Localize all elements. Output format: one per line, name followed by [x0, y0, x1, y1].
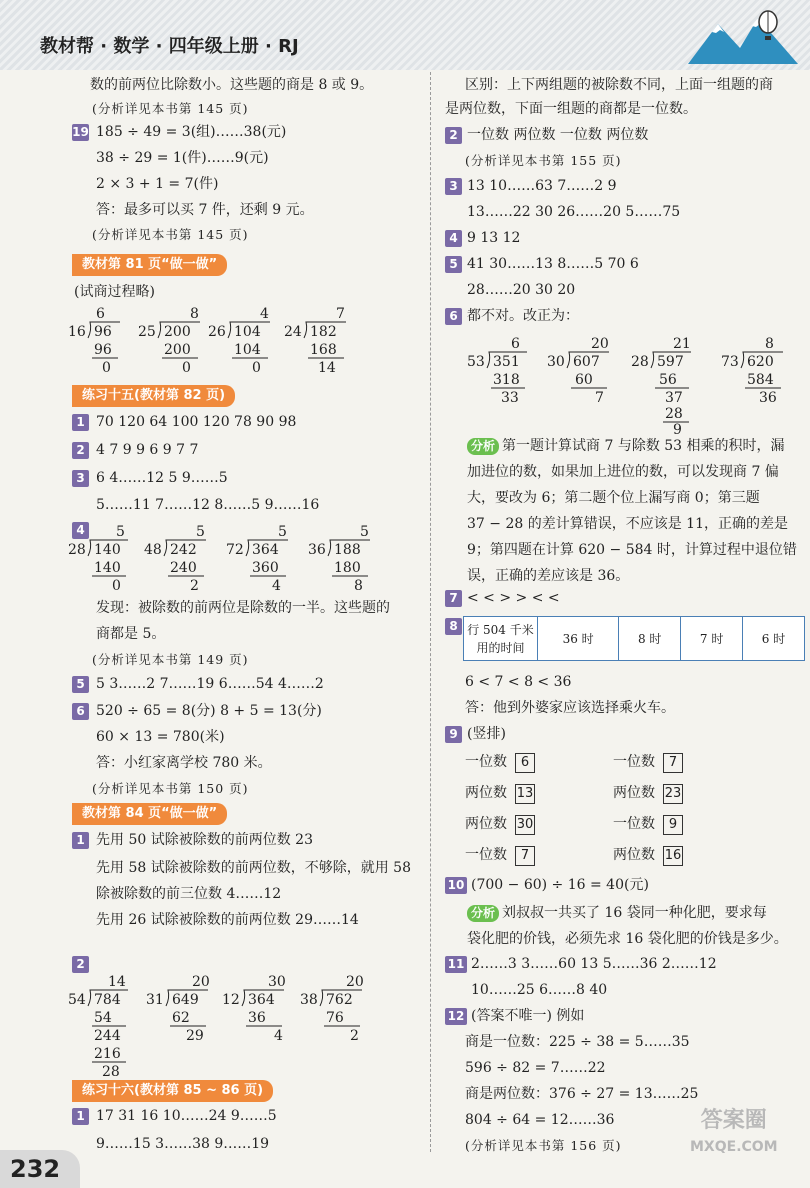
svg-text:28: 28: [68, 542, 86, 558]
long-division: [284, 306, 346, 376]
svg-text:6: 6: [96, 306, 105, 322]
svg-text:240: 240: [170, 560, 197, 576]
reference-note: (分析详见本书第 149 页): [92, 652, 249, 667]
svg-text:104: 104: [234, 342, 261, 358]
long-division: [300, 974, 364, 1044]
text-line: 13 10……63 7……2 9: [467, 178, 617, 194]
svg-text:6: 6: [511, 336, 520, 352]
svg-text:20: 20: [192, 974, 210, 990]
digit-row: 一位数 9: [613, 813, 683, 835]
digit-row: 一位数 7: [465, 844, 535, 866]
analysis-line: 袋化肥的价钱，必须先求 16 袋化肥的价钱是多少。: [467, 931, 788, 947]
text-line: < < > > < <: [467, 590, 560, 606]
text-line: 10……25 6……8 40: [471, 982, 608, 998]
svg-text:12: 12: [222, 992, 240, 1008]
svg-text:0: 0: [102, 360, 111, 376]
svg-text:784: 784: [94, 992, 121, 1008]
svg-text:37: 37: [665, 390, 683, 406]
text-line: 2 × 3 + 1 = 7(件): [96, 176, 219, 192]
text-line: 先用 50 试除被除数的前两位数 23: [96, 832, 313, 848]
svg-text:38: 38: [300, 992, 318, 1008]
svg-text:16: 16: [68, 324, 86, 340]
question-number: 4: [72, 522, 89, 539]
question-number: 9: [445, 726, 462, 743]
text-line: 一位数 两位数 一位数 两位数: [467, 127, 649, 143]
text-line: 答：他到外婆家应该选择乘火车。: [465, 700, 675, 716]
text-line: 38 ÷ 29 = 1(件)……9(元): [96, 150, 269, 166]
text-line: 除被除数的前三位数 4……12: [96, 886, 282, 902]
svg-text:72: 72: [226, 542, 244, 558]
question-number: 7: [445, 590, 462, 607]
text-line: 13……22 30 26……20 5……75: [467, 204, 681, 220]
svg-text:29: 29: [186, 1028, 204, 1044]
text-line: 2……3 3……60 13 5……36 2……12: [471, 956, 717, 972]
section-banner: 教材第 84 页“做一做”: [72, 803, 227, 825]
mountain-balloon-icon: [688, 8, 798, 64]
analysis-line: 9；第四题在计算 620 − 584 时，计算过程中退位错: [467, 542, 797, 558]
svg-text:8: 8: [354, 578, 363, 594]
svg-text:28: 28: [631, 354, 649, 370]
svg-text:20: 20: [591, 336, 609, 352]
svg-text:0: 0: [112, 578, 121, 594]
question-number: 2: [72, 956, 89, 973]
long-division-group: [68, 972, 418, 1082]
text-line: (试商过程略): [74, 284, 155, 300]
svg-text:20: 20: [346, 974, 364, 990]
reference-note: (分析详见本书第 155 页): [465, 153, 622, 168]
reference-note: (分析详见本书第 150 页): [92, 781, 249, 796]
text-line: 答：最多可以买 7 件，还剩 9 元。: [96, 202, 314, 218]
text-line: 先用 26 试除被除数的前两位数 29……14: [96, 912, 359, 928]
svg-text:140: 140: [94, 560, 121, 576]
svg-text:242: 242: [170, 542, 197, 558]
question-number: 1: [72, 1108, 89, 1125]
long-division: [138, 306, 200, 376]
reference-note: (分析详见本书第 145 页): [92, 101, 249, 116]
long-division-group: [68, 304, 418, 376]
svg-text:76: 76: [326, 1010, 344, 1026]
svg-text:200: 200: [164, 324, 191, 340]
long-division: [68, 524, 128, 594]
text-line: 发现：被除数的前两位是除数的一半。这些题的: [96, 600, 390, 616]
svg-text:2: 2: [350, 1028, 359, 1044]
digit-row: 一位数 6: [465, 751, 535, 773]
svg-text:62: 62: [172, 1010, 190, 1026]
table-cell: 36 时: [538, 617, 619, 661]
svg-text:24: 24: [284, 324, 302, 340]
text-line: 商是一位数：225 ÷ 38 = 5……35: [465, 1034, 690, 1050]
section-banner: 练习十六(教材第 85 ~ 86 页): [72, 1080, 273, 1102]
long-division: [467, 336, 527, 406]
analysis-line: 37 − 28 的差计算错误，不应该是 11，正确的差是: [467, 516, 788, 532]
column-divider: [430, 72, 431, 1152]
svg-text:30: 30: [268, 974, 286, 990]
svg-text:4: 4: [272, 578, 281, 594]
svg-text:168: 168: [310, 342, 337, 358]
svg-text:33: 33: [501, 390, 519, 406]
long-division: [68, 974, 128, 1080]
long-division: [146, 974, 210, 1044]
question-number: 5: [72, 676, 89, 693]
reference-note: (分析详见本书第 156 页): [465, 1138, 622, 1153]
question-number: 12: [445, 1008, 467, 1025]
svg-text:8: 8: [765, 336, 774, 352]
text-line: (竖排): [467, 726, 506, 742]
svg-text:364: 364: [248, 992, 275, 1008]
svg-text:216: 216: [94, 1046, 121, 1062]
svg-text:28: 28: [665, 406, 683, 422]
svg-text:4: 4: [274, 1028, 283, 1044]
svg-text:597: 597: [657, 354, 684, 370]
analysis-line: 分析 刘叔叔一共买了 16 袋同一种化肥，要求每: [467, 902, 767, 924]
text-line: 都不对。改正为：: [467, 308, 579, 324]
question-number: 5: [445, 256, 462, 273]
svg-text:351: 351: [493, 354, 520, 370]
svg-text:5: 5: [116, 524, 125, 540]
question-number: 4: [445, 230, 462, 247]
long-division: [308, 524, 370, 594]
svg-text:584: 584: [747, 372, 774, 388]
svg-text:9: 9: [673, 422, 682, 434]
text-line: 28……20 30 20: [467, 282, 576, 298]
svg-text:5: 5: [278, 524, 287, 540]
text-line: 6 < 7 < 8 < 36: [465, 674, 572, 690]
page-header: [0, 0, 810, 70]
reference-note: (分析详见本书第 145 页): [92, 227, 249, 242]
svg-text:7: 7: [336, 306, 345, 322]
text-line: 答：小红家离学校 780 米。: [96, 755, 272, 771]
long-division: [144, 524, 206, 594]
long-division: [222, 974, 286, 1044]
text-line: 是两位数，下面一组题的商都是一位数。: [445, 101, 697, 117]
page-number: 232: [0, 1150, 80, 1188]
text-line: 数的前两位比除数小。这些题的商是 8 或 9。: [90, 77, 374, 93]
question-number: 3: [72, 470, 89, 487]
svg-text:48: 48: [144, 542, 162, 558]
analysis-badge: 分析: [467, 905, 499, 922]
svg-text:140: 140: [94, 542, 121, 558]
question-number: 2: [72, 442, 89, 459]
text-line: 804 ÷ 64 = 12……36: [465, 1112, 615, 1128]
svg-text:36: 36: [308, 542, 326, 558]
svg-text:56: 56: [659, 372, 677, 388]
svg-text:96: 96: [94, 342, 112, 358]
section-banner: 练习十五(教材第 82 页): [72, 385, 235, 407]
question-number: 1: [72, 414, 89, 431]
text-line: 9 13 12: [467, 230, 521, 246]
svg-text:620: 620: [747, 354, 774, 370]
table-cell: 6 时: [743, 617, 805, 661]
text-line: 6 4……12 5 9……5: [96, 470, 228, 486]
digit-row: 两位数 13: [465, 782, 535, 804]
long-division-group: [68, 522, 418, 594]
svg-text:244: 244: [94, 1028, 121, 1044]
question-number: 6: [445, 308, 462, 325]
svg-text:318: 318: [493, 372, 520, 388]
text-line: 60 × 13 = 780(米): [96, 729, 225, 745]
svg-text:360: 360: [252, 560, 279, 576]
site-watermark: 答案圈 MXQE.COM: [690, 1108, 778, 1155]
text-line: 70 120 64 100 120 78 90 98: [96, 414, 297, 430]
text-line: 596 ÷ 82 = 7……22: [465, 1060, 606, 1076]
train-time-table: [463, 616, 805, 661]
svg-text:607: 607: [573, 354, 600, 370]
text-line: 区别：上下两组题的被除数不同，上面一组题的商: [465, 77, 773, 93]
digit-row: 两位数 23: [613, 782, 683, 804]
svg-text:649: 649: [172, 992, 199, 1008]
analysis-line: 误，正确的差应该是 36。: [467, 568, 630, 584]
svg-text:54: 54: [94, 1010, 112, 1026]
table-cell: 7 时: [681, 617, 743, 661]
svg-text:21: 21: [673, 336, 691, 352]
text-line: 520 ÷ 65 = 8(分) 8 + 5 = 13(分): [96, 703, 322, 719]
svg-text:31: 31: [146, 992, 164, 1008]
long-division: [721, 336, 783, 406]
section-banner: 教材第 81 页“做一做”: [72, 254, 227, 276]
svg-text:182: 182: [310, 324, 337, 340]
svg-text:36: 36: [759, 390, 777, 406]
svg-text:26: 26: [208, 324, 226, 340]
analysis-line: 大，要改为 6；第二题个位上漏写商 0；第三题: [467, 490, 760, 506]
analysis-badge: 分析: [467, 438, 499, 455]
svg-text:14: 14: [318, 360, 336, 376]
table-cell: 8 时: [619, 617, 681, 661]
svg-text:25: 25: [138, 324, 156, 340]
svg-text:5: 5: [360, 524, 369, 540]
svg-text:60: 60: [575, 372, 593, 388]
text-line: (700 − 60) ÷ 16 = 40(元): [471, 877, 649, 893]
long-division: [631, 336, 691, 434]
long-division: [68, 306, 120, 376]
digit-row: 一位数 7: [613, 751, 683, 773]
analysis-line: 加进位的数，如果加上进位的数，可以发现商 7 偏: [467, 464, 779, 480]
svg-text:188: 188: [334, 542, 361, 558]
long-division: [547, 336, 609, 406]
svg-text:0: 0: [252, 360, 261, 376]
svg-text:73: 73: [721, 354, 739, 370]
svg-text:28: 28: [102, 1064, 120, 1080]
question-number: 6: [72, 703, 89, 720]
svg-text:54: 54: [68, 992, 86, 1008]
digit-row: 两位数 30: [465, 813, 535, 835]
analysis-line: 分析 第一题计算试商 7 与除数 53 相乘的积时，漏: [467, 435, 785, 457]
text-line: 185 ÷ 49 = 3(组)……38(元): [96, 124, 287, 140]
text-line: 41 30……13 8……5 70 6: [467, 256, 639, 272]
question-number: 1: [72, 832, 89, 849]
svg-text:104: 104: [234, 324, 261, 340]
long-division: [226, 524, 288, 594]
question-number: 3: [445, 178, 462, 195]
text-line: 17 31 16 10……24 9……5: [96, 1108, 277, 1124]
svg-text:2: 2: [190, 578, 199, 594]
svg-text:0: 0: [182, 360, 191, 376]
table-header-cell: 行 504 千米 用的时间: [464, 617, 538, 661]
question-number: 8: [445, 618, 462, 635]
text-line: 商都是 5。: [96, 626, 166, 642]
text-line: 5 3……2 7……19 6……54 4……2: [96, 676, 324, 692]
svg-text:7: 7: [595, 390, 604, 406]
question-number: 11: [445, 956, 467, 973]
digit-row: 两位数 16: [613, 844, 683, 866]
svg-text:180: 180: [334, 560, 361, 576]
text-line: 4 7 9 9 6 9 7 7: [96, 442, 199, 458]
text-line: 先用 58 试除被除数的前两位数，不够除，就用 58: [96, 860, 411, 876]
text-line: 9……15 3……38 9……19: [96, 1136, 270, 1152]
svg-text:53: 53: [467, 354, 485, 370]
svg-text:364: 364: [252, 542, 279, 558]
question-number: 10: [445, 877, 467, 894]
svg-text:36: 36: [248, 1010, 266, 1026]
long-division: [208, 306, 270, 376]
svg-text:762: 762: [326, 992, 353, 1008]
svg-text:96: 96: [94, 324, 112, 340]
header-title: 教材帮 · 数学 · 四年级上册 · RJ: [40, 36, 299, 57]
svg-text:30: 30: [547, 354, 565, 370]
svg-text:8: 8: [190, 306, 199, 322]
svg-text:200: 200: [164, 342, 191, 358]
text-line: (答案不唯一) 例如: [471, 1008, 585, 1024]
question-number: 2: [445, 127, 462, 144]
text-line: 5……11 7……12 8……5 9……16: [96, 497, 320, 513]
question-number: 19: [72, 125, 89, 139]
svg-text:4: 4: [260, 306, 269, 322]
svg-text:5: 5: [196, 524, 205, 540]
svg-text:14: 14: [108, 974, 126, 990]
text-line: 商是两位数：376 ÷ 27 = 13……25: [465, 1086, 699, 1102]
long-division-group: [459, 334, 810, 434]
